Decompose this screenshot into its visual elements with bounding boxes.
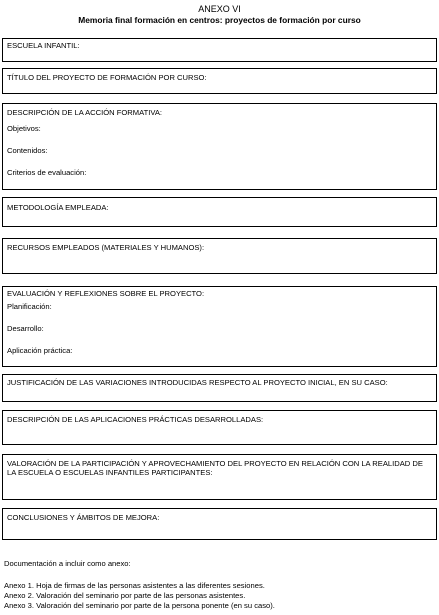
field-label: EVALUACIÓN Y REFLEXIONES SOBRE EL PROYECTO: bbox=[7, 289, 205, 298]
document-title: ANEXO VI bbox=[198, 4, 241, 14]
field-label: JUSTIFICACIÓN DE LAS VARIACIONES INTRODUCIDAS RESPECTO AL PROYECTO INICIAL, EN SU CASO: bbox=[7, 378, 388, 387]
subfield-contenidos: Contenidos: bbox=[7, 146, 48, 155]
annex-intro: Documentación a incluir como anexo: bbox=[4, 559, 131, 568]
subfield-objetivos: Objetivos: bbox=[7, 124, 41, 133]
field-valoracion[interactable] bbox=[2, 454, 437, 500]
field-justificacion[interactable] bbox=[2, 374, 437, 402]
field-aplicaciones[interactable] bbox=[2, 410, 437, 445]
field-label: DESCRIPCIÓN DE LA ACCIÓN FORMATIVA: bbox=[7, 108, 162, 117]
field-descripcion-accion[interactable] bbox=[2, 103, 437, 190]
document-subtitle: Memoria final formación en centros: proyectos de formación por curso bbox=[78, 15, 361, 25]
field-label: DESCRIPCIÓN DE LAS APLICACIONES PRÁCTICAS DESARROLLADAS: bbox=[7, 415, 264, 424]
field-label: CONCLUSIONES Y ÁMBITOS DE MEJORA: bbox=[7, 513, 160, 522]
subfield-criterios: Criterios de evaluación: bbox=[7, 168, 87, 177]
field-label: ESCUELA INFANTIL: bbox=[7, 41, 80, 50]
annex-item: Anexo 3. Valoración del seminario por parte de la persona ponente (en su caso). bbox=[4, 601, 275, 610]
field-label: METODOLOGÍA EMPLEADA: bbox=[7, 203, 109, 212]
field-label: VALORACIÓN DE LA PARTICIPACIÓN Y APROVECHAMIENTO DEL PROYECTO EN RELACIÓN CON LA REALIDAD DE LA ESCUELA O ESCUELAS INFANTILES PARTICIPANTES: bbox=[7, 459, 423, 477]
field-label: RECURSOS EMPLEADOS (MATERIALES Y HUMANOS): bbox=[7, 243, 205, 252]
field-evaluacion[interactable] bbox=[2, 286, 437, 367]
field-escuela-infantil[interactable] bbox=[2, 38, 437, 62]
field-titulo-proyecto[interactable] bbox=[2, 68, 437, 94]
subfield-desarrollo: Desarrollo: bbox=[7, 324, 44, 333]
subfield-aplicacion: Aplicación práctica: bbox=[7, 346, 73, 355]
field-label: TÍTULO DEL PROYECTO DE FORMACIÓN POR CURSO: bbox=[7, 73, 207, 82]
field-conclusiones[interactable] bbox=[2, 508, 437, 540]
annex-item: Anexo 2. Valoración del seminario por parte de las personas asistentes. bbox=[4, 591, 246, 600]
field-recursos[interactable] bbox=[2, 238, 437, 274]
field-metodologia[interactable] bbox=[2, 197, 437, 227]
annex-item: Anexo 1. Hoja de firmas de las personas asistentes a las diferentes sesiones. bbox=[4, 581, 265, 590]
subfield-planificacion: Planificación: bbox=[7, 302, 52, 311]
